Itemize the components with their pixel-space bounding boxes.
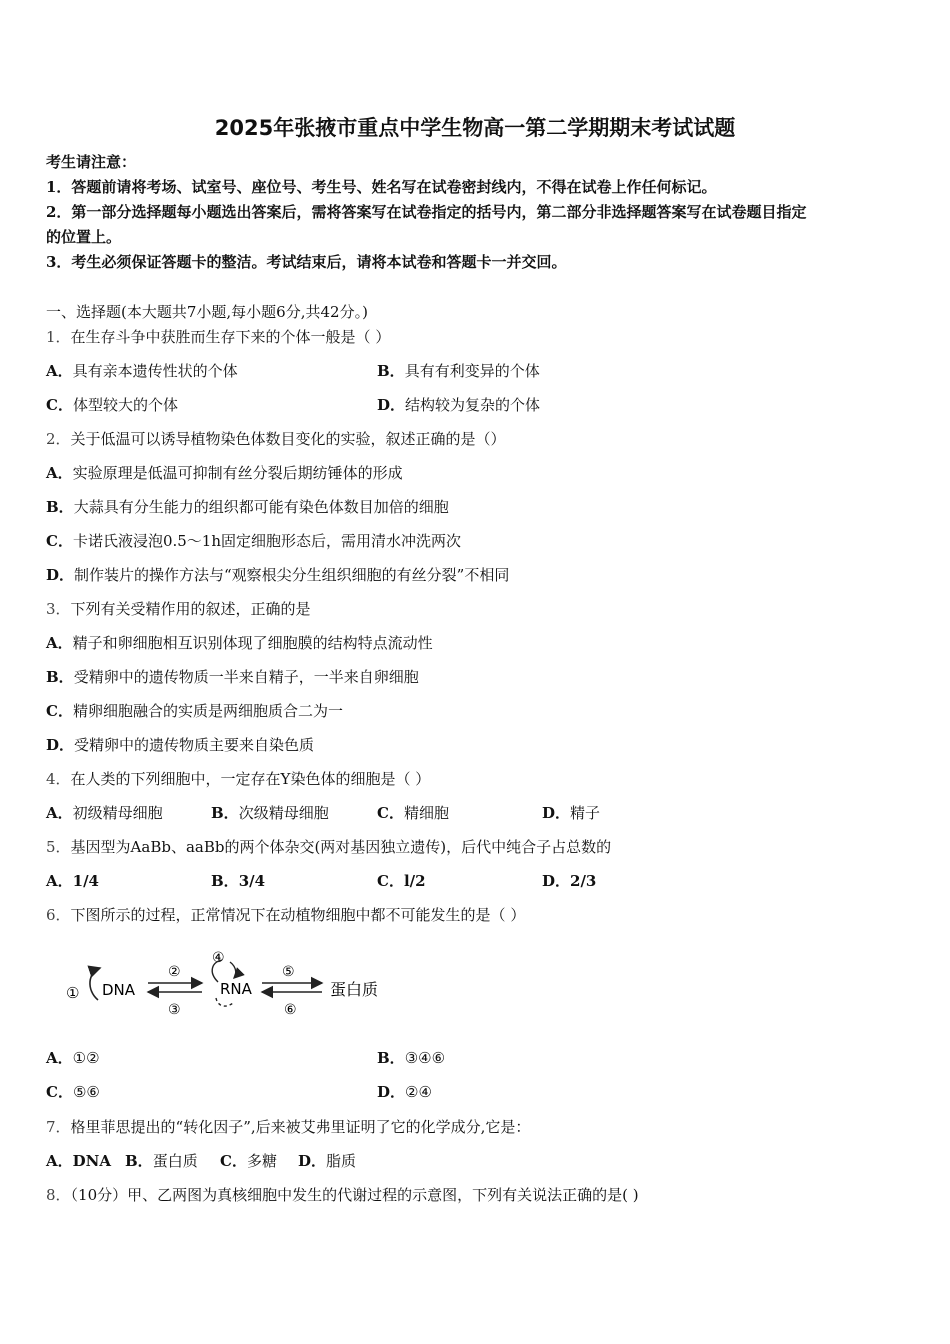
option-c[interactable]: C．体型较大的个体 — [46, 396, 178, 414]
section-heading: 一、选择题(本大题共7小题,每小题6分,共42分。) — [46, 303, 368, 321]
option-c[interactable]: C．精卵细胞融合的实质是两细胞质合二为一 — [46, 702, 343, 720]
notice-item: 1．答题前请将考场、试室号、座位号、考生号、姓名写在试卷密封线内，不得在试卷上作任何标记。 — [46, 178, 717, 196]
option-b[interactable]: B．具有有利变异的个体 — [377, 362, 540, 380]
question-1-stem — [46, 327, 390, 347]
notice-item: 3．考生必须保证答题卡的整洁。考试结束后，请将本试卷和答题卡一并交回。 — [46, 253, 567, 271]
question-text: 基因型为AaBb、aaBb的两个体杂交(两对基因独立遗传)，后代中纯合子占总数的 — [70, 838, 612, 856]
option-d[interactable]: D．②④ — [377, 1083, 432, 1101]
question-text: 下列有关受精作用的叙述，正确的是 — [70, 600, 311, 618]
loop-4-dashed — [216, 998, 234, 1006]
question-text: 格里菲思提出的“转化因子”,后来被艾弗里证明了它的化学成分,它是： — [70, 1118, 531, 1136]
label-1: ① — [66, 984, 80, 1002]
label-6: ⑥ — [284, 1002, 297, 1018]
option-d[interactable]: D．制作装片的操作方法与“观察根尖分生组织细胞的有丝分裂”不相同 — [46, 566, 510, 584]
notice-item: 的位置上。 — [46, 228, 122, 246]
label-4: ④ — [212, 950, 225, 966]
question-2-stem — [46, 429, 506, 449]
option-c[interactable]: C．精细胞 — [377, 804, 449, 822]
notice-item: 2．第一部分选择题每小题选出答案后，需将答案写在试卷指定的括号内，第二部分非选择题答案写在试卷题目指定 — [46, 203, 807, 221]
question-number: 5． — [46, 838, 71, 856]
question-text: 下图所示的过程，正常情况下在动植物细胞中都不可能发生的是（ ） — [70, 906, 526, 924]
option-a[interactable]: A．初级精母细胞 — [46, 804, 163, 822]
question-number: 7． — [46, 1118, 71, 1136]
option-b[interactable]: B．③④⑥ — [377, 1049, 446, 1067]
label-3: ③ — [168, 1002, 181, 1018]
question-8-stem — [46, 1185, 639, 1205]
question-number: 8． — [46, 1186, 71, 1204]
question-text: 在生存斗争中获胜而生存下来的个体一般是（ ） — [70, 328, 391, 346]
question-text: 在人类的下列细胞中，一定存在Y染色体的细胞是（ ） — [70, 770, 431, 788]
option-c[interactable]: C．l/2 — [377, 872, 426, 890]
option-c[interactable]: C．多糖 — [220, 1152, 277, 1170]
question-6-stem — [46, 905, 525, 925]
option-d[interactable]: D．结构较为复杂的个体 — [377, 396, 541, 414]
option-a[interactable]: A．DNA — [46, 1152, 111, 1170]
option-d[interactable]: D．2/3 — [542, 872, 597, 890]
option-b[interactable]: B．次级精母细胞 — [211, 804, 329, 822]
option-d[interactable]: D．精子 — [542, 804, 601, 822]
option-b[interactable]: B．大蒜具有分生能力的组织都可能有染色体数目加倍的细胞 — [46, 498, 449, 516]
question-text: （10分）甲、乙两图为真核细胞中发生的代谢过程的示意图，下列有关说法正确的是( ) — [70, 1186, 639, 1204]
question-7-stem — [46, 1117, 530, 1137]
option-a[interactable]: A．1/4 — [46, 872, 99, 890]
option-c[interactable]: C．⑤⑥ — [46, 1083, 100, 1101]
option-a[interactable]: A．①② — [46, 1049, 100, 1067]
option-a[interactable]: A．精子和卵细胞相互识别体现了细胞膜的结构特点流动性 — [46, 634, 433, 652]
option-a[interactable]: A．实验原理是低温可抑制有丝分裂后期纺锤体的形成 — [46, 464, 403, 482]
label-5: ⑤ — [282, 964, 295, 980]
label-2: ② — [168, 964, 181, 980]
arrow-1 — [90, 968, 100, 1000]
option-c[interactable]: C．卡诺氏液浸泡0.5～1h固定细胞形态后，需用清水冲洗两次 — [46, 532, 462, 550]
notice-heading: 考生请注意： — [46, 153, 137, 171]
question-number: 2． — [46, 430, 71, 448]
option-d[interactable]: D．脂质 — [298, 1152, 357, 1170]
question-number: 4． — [46, 770, 71, 788]
question-4-stem — [46, 769, 430, 789]
question-number: 1． — [46, 328, 71, 346]
question-5-stem — [46, 837, 611, 857]
question-number: 3． — [46, 600, 71, 618]
question-3-stem — [46, 599, 311, 619]
question-number: 6． — [46, 906, 71, 924]
option-b[interactable]: B．受精卵中的遗传物质一半来自精子，一半来自卵细胞 — [46, 668, 419, 686]
protein-label: 蛋白质 — [330, 980, 379, 999]
question-text: 关于低温可以诱导植物染色体数目变化的实验，叙述正确的是（） — [70, 430, 506, 448]
page-title: 2025年张掖市重点中学生物高一第二学期期末考试试题 — [214, 116, 736, 140]
dna-label: DNA — [102, 981, 136, 999]
option-b[interactable]: B．3/4 — [211, 872, 266, 890]
option-a[interactable]: A．具有亲本遗传性状的个体 — [46, 362, 238, 380]
rna-label: RNA — [220, 980, 252, 998]
option-d[interactable]: D．受精卵中的遗传物质主要来自染色质 — [46, 736, 315, 754]
central-dogma-diagram — [60, 942, 390, 1022]
option-b[interactable]: B．蛋白质 — [125, 1152, 198, 1170]
